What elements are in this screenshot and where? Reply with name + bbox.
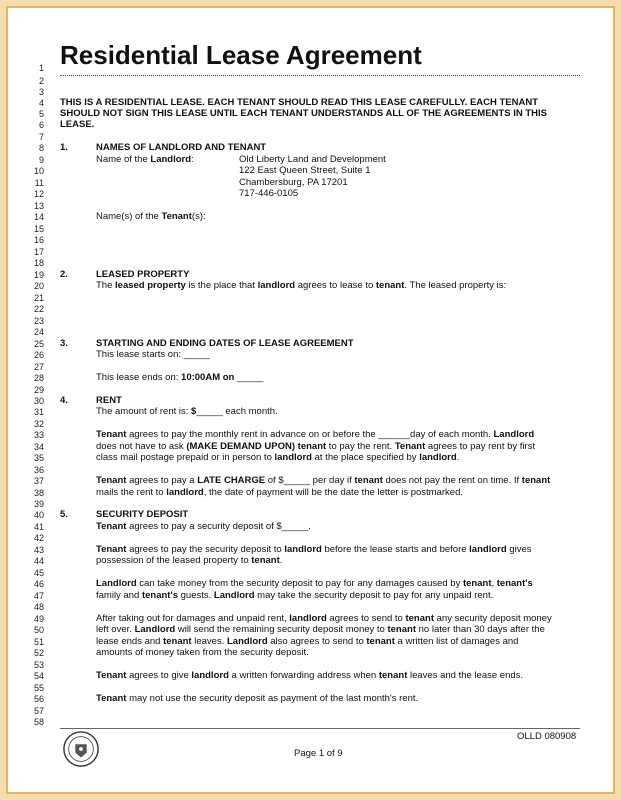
text-run: ,	[491, 578, 497, 589]
text-run: tenant	[387, 624, 416, 635]
document-title: Residential Lease Agreement	[60, 40, 422, 70]
line-number: 28	[33, 373, 44, 383]
line-number: 13	[33, 201, 44, 211]
document-line	[96, 647, 309, 658]
text-run: LEASED PROPERTY	[96, 269, 190, 280]
text-run: (s):	[191, 211, 206, 222]
text-run: agrees to lease to	[295, 280, 376, 291]
document-line	[60, 269, 68, 280]
text-run: Old Liberty Land and Development	[239, 154, 386, 165]
text-run: Tenant	[96, 693, 127, 704]
text-run: , the date of payment will be the date the letter is postmarked.	[203, 487, 464, 498]
text-run: STARTING AND ENDING DATES OF LEASE AGREEMENT	[96, 338, 354, 349]
text-run: Landlord	[96, 578, 137, 589]
document-line	[60, 338, 68, 349]
document-line	[96, 395, 122, 406]
document-line	[60, 119, 94, 130]
line-number: 24	[33, 327, 44, 337]
text-run: Tenant	[96, 521, 127, 532]
document-line	[96, 211, 206, 222]
text-run: Name of the	[96, 154, 151, 165]
text-run: agrees to pay the security deposit to	[126, 544, 285, 555]
text-run: 3.	[60, 338, 68, 349]
text-run: landlord	[419, 452, 457, 463]
line-number: 33	[33, 430, 44, 440]
line-number: 52	[33, 648, 44, 658]
text-run: LATE CHARGE	[197, 475, 266, 486]
line-number: 12	[33, 189, 44, 199]
text-run: amounts of money taken from the security deposit.	[96, 647, 309, 658]
text-run: no later than 30 days after the	[415, 624, 545, 635]
line-number: 35	[33, 453, 44, 463]
line-number: 55	[33, 683, 44, 693]
text-run: may take the security deposit to pay for any unpaid rent.	[254, 590, 494, 601]
text-run: leaves.	[191, 636, 227, 647]
line-number: 32	[33, 419, 44, 429]
text-run: 5.	[60, 509, 68, 520]
text-run: landlord	[274, 452, 312, 463]
text-run: tenant	[163, 636, 192, 647]
document-line	[96, 475, 550, 486]
text-run: 122 East Queen Street, Suite 1	[239, 165, 371, 176]
text-run: of $_____ per day if	[265, 475, 355, 486]
document-line	[96, 544, 531, 555]
line-number: 49	[33, 614, 44, 624]
text-run: SECURITY DEPOSIT	[96, 509, 189, 520]
text-run: 4.	[60, 395, 68, 406]
line-number: 16	[33, 235, 44, 245]
document-line	[96, 280, 506, 291]
line-number: 4	[38, 98, 44, 108]
document-line	[60, 108, 547, 119]
line-number: 56	[33, 694, 44, 704]
line-number: 36	[33, 465, 44, 475]
document-line	[239, 188, 298, 199]
text-run: tenant's	[496, 578, 533, 589]
line-number: 30	[33, 396, 44, 406]
text-run: lease ends and	[96, 636, 164, 647]
line-number: 8	[38, 143, 44, 153]
line-number: 18	[33, 258, 44, 268]
line-number: 44	[33, 556, 44, 566]
text-run: Tenant	[394, 441, 426, 452]
text-run: does not pay the rent on time. If	[382, 475, 522, 486]
text-run: Landlord	[213, 590, 255, 601]
line-number: 46	[33, 579, 44, 589]
line-number: 9	[38, 155, 44, 165]
line-number: 47	[33, 591, 44, 601]
text-run: The	[96, 280, 116, 291]
text-run: at the place specified by	[311, 452, 420, 463]
text-run: gives	[506, 544, 532, 555]
text-run: Tenant	[161, 211, 192, 222]
text-run: leased property	[115, 280, 186, 291]
text-run: to pay the rent.	[326, 441, 395, 452]
text-run: Landlord	[493, 429, 535, 440]
text-run: (MAKE DEMAND UPON) tenant	[186, 441, 327, 452]
text-run: tenant	[375, 280, 405, 291]
text-run: $	[191, 406, 197, 417]
document-line	[96, 452, 459, 463]
text-run: agrees to pay a	[126, 475, 198, 486]
line-number: 2	[38, 76, 44, 86]
text-run: SHOULD NOT SIGN THIS LEASE UNTIL EACH TENANT UNDERSTANDS ALL OF THE AGREEMENTS IN THIS	[60, 108, 547, 119]
text-run: tenant	[354, 475, 383, 486]
text-run: left over.	[96, 624, 135, 635]
document-line	[96, 636, 518, 647]
document-line	[96, 441, 535, 452]
document-code: OLLD 080908	[517, 731, 577, 742]
text-run: landlord	[166, 487, 204, 498]
text-run: tenant	[462, 578, 492, 589]
document-line	[96, 578, 533, 589]
line-number: 42	[33, 533, 44, 543]
text-run: The amount of rent is:	[96, 406, 192, 417]
line-number: 41	[33, 522, 44, 532]
text-run: agrees to send to	[326, 613, 406, 624]
document-line	[96, 590, 493, 601]
text-run: Chambersburg, PA 17201	[239, 177, 348, 188]
line-number: 50	[33, 625, 44, 635]
line-number: 17	[33, 247, 44, 257]
document-line	[96, 693, 418, 704]
text-run: tenant	[366, 636, 395, 647]
text-run: a written forwarding address when	[228, 670, 379, 681]
text-run: agrees to pay a security deposit of $_____.	[126, 521, 311, 532]
document-line	[96, 349, 210, 360]
document-line	[96, 624, 545, 635]
document-line	[96, 670, 523, 681]
line-number: 37	[33, 476, 44, 486]
line-number: 22	[33, 304, 44, 314]
text-run: _____	[234, 372, 264, 383]
text-run: also agrees to send to	[267, 636, 367, 647]
document-line	[239, 154, 386, 165]
line-number: 6	[38, 120, 44, 130]
document-line	[239, 177, 348, 188]
text-run: Tenant	[96, 544, 127, 555]
text-run: can take money from the security deposit to pay for any damages caused by	[136, 578, 463, 589]
text-run: landlord	[469, 544, 507, 555]
line-number: 40	[33, 510, 44, 520]
document-line	[96, 521, 311, 532]
line-number: 29	[33, 385, 44, 395]
line-number: 15	[33, 224, 44, 234]
line-number: 45	[33, 568, 44, 578]
text-run: This lease ends on:	[96, 372, 182, 383]
document-line	[60, 395, 68, 406]
text-run: landlord	[191, 670, 229, 681]
text-run: tenant	[521, 475, 551, 486]
text-run: landlord	[257, 280, 296, 291]
line-number: 10	[33, 166, 44, 176]
document-line	[96, 372, 263, 383]
document-line	[96, 338, 354, 349]
text-run: . The leased property is:	[404, 280, 507, 291]
text-run: tenant's	[141, 590, 178, 601]
text-run: agrees to give	[126, 670, 192, 681]
text-run: agrees to pay the monthly rent in advance on or before the ______day of each month.	[126, 429, 494, 440]
document-line	[96, 269, 189, 280]
text-run: _____ each month.	[196, 406, 278, 417]
text-run: Landlord	[150, 154, 192, 165]
text-run: mails the rent to	[96, 487, 167, 498]
text-run: NAMES OF LANDLORD AND TENANT	[96, 142, 267, 153]
document-line	[96, 406, 278, 417]
line-number: 14	[33, 212, 44, 222]
line-number: 26	[33, 350, 44, 360]
line-number: 54	[33, 671, 44, 681]
document-line	[60, 509, 68, 520]
line-number: 23	[33, 316, 44, 326]
text-run: landlord	[289, 613, 327, 624]
text-run: class mail postage prepaid or in person to	[96, 452, 275, 463]
line-number: 39	[33, 499, 44, 509]
text-run: RENT	[96, 395, 122, 406]
text-run: 10:00AM on	[181, 372, 235, 383]
text-run: a written list of damages and	[394, 636, 519, 647]
line-number: 21	[33, 293, 44, 303]
text-run: Name(s) of the	[96, 211, 162, 222]
text-run: tenant	[251, 555, 280, 566]
text-run: .	[279, 555, 283, 566]
line-number: 34	[33, 442, 44, 452]
text-run: tenant	[378, 670, 408, 681]
text-run: will send the remaining security deposit money to	[175, 624, 388, 635]
line-number: 58	[33, 717, 44, 727]
document-line	[96, 154, 194, 165]
text-run: does not have to ask	[96, 441, 187, 452]
text-run: landlord	[284, 544, 322, 555]
line-number: 7	[38, 132, 44, 142]
text-run: family and	[96, 590, 142, 601]
line-number: 1	[38, 63, 44, 73]
line-number: 57	[33, 706, 44, 716]
document-line	[96, 613, 552, 624]
text-run: This lease starts on: _____	[96, 349, 211, 360]
text-run: LEASE.	[60, 119, 95, 130]
text-run: guests.	[177, 590, 214, 601]
document-line	[96, 142, 266, 153]
text-run: 717-446-0105	[239, 188, 299, 199]
line-number: 3	[38, 87, 44, 97]
text-run: Landlord	[226, 636, 268, 647]
text-run: possession of the leased property to	[96, 555, 252, 566]
text-run: .	[456, 452, 460, 463]
text-run: Landlord	[134, 624, 176, 635]
page-number: Page 1 of 9	[294, 748, 343, 759]
text-run: any security deposit money	[433, 613, 552, 624]
line-number: 5	[38, 109, 44, 119]
title-rule	[60, 75, 580, 76]
text-run: Tenant	[96, 670, 127, 681]
document-line	[96, 487, 463, 498]
line-number: 48	[33, 602, 44, 612]
text-run: Tenant	[96, 475, 127, 486]
document-line	[96, 429, 534, 440]
text-run: agrees to pay rent by first	[425, 441, 536, 452]
line-number: 20	[33, 281, 44, 291]
line-number: 43	[33, 545, 44, 555]
line-number: 11	[34, 178, 44, 188]
line-number: 19	[33, 270, 44, 280]
text-run: 1.	[60, 142, 68, 153]
text-run: is the place that	[185, 280, 258, 291]
line-number: 27	[33, 362, 44, 372]
seal-logo	[62, 730, 100, 768]
text-run: After taking out for damages and unpaid rent,	[96, 613, 290, 624]
text-run: leaves and the lease ends.	[407, 670, 524, 681]
document-line	[96, 509, 188, 520]
document-line	[60, 142, 68, 153]
line-number: 25	[33, 339, 44, 349]
line-number: 53	[33, 660, 44, 670]
document-line	[96, 555, 282, 566]
text-run: THIS IS A RESIDENTIAL LEASE. EACH TENANT SHOULD READ THIS LEASE CAREFULLY. EACH TENANT	[60, 97, 539, 108]
text-run: 2.	[60, 269, 68, 280]
line-number: 51	[33, 637, 44, 647]
text-run: :	[191, 154, 194, 165]
line-number: 38	[33, 488, 44, 498]
line-number: 31	[33, 407, 44, 417]
document-line	[60, 97, 538, 108]
footer-rule	[60, 728, 580, 729]
text-run: before the lease starts and before	[321, 544, 470, 555]
text-run: tenant	[405, 613, 434, 624]
document-line	[239, 165, 371, 176]
text-run: may not use the security deposit as payment of the last month's rent.	[126, 693, 419, 704]
text-run: Tenant	[96, 429, 127, 440]
